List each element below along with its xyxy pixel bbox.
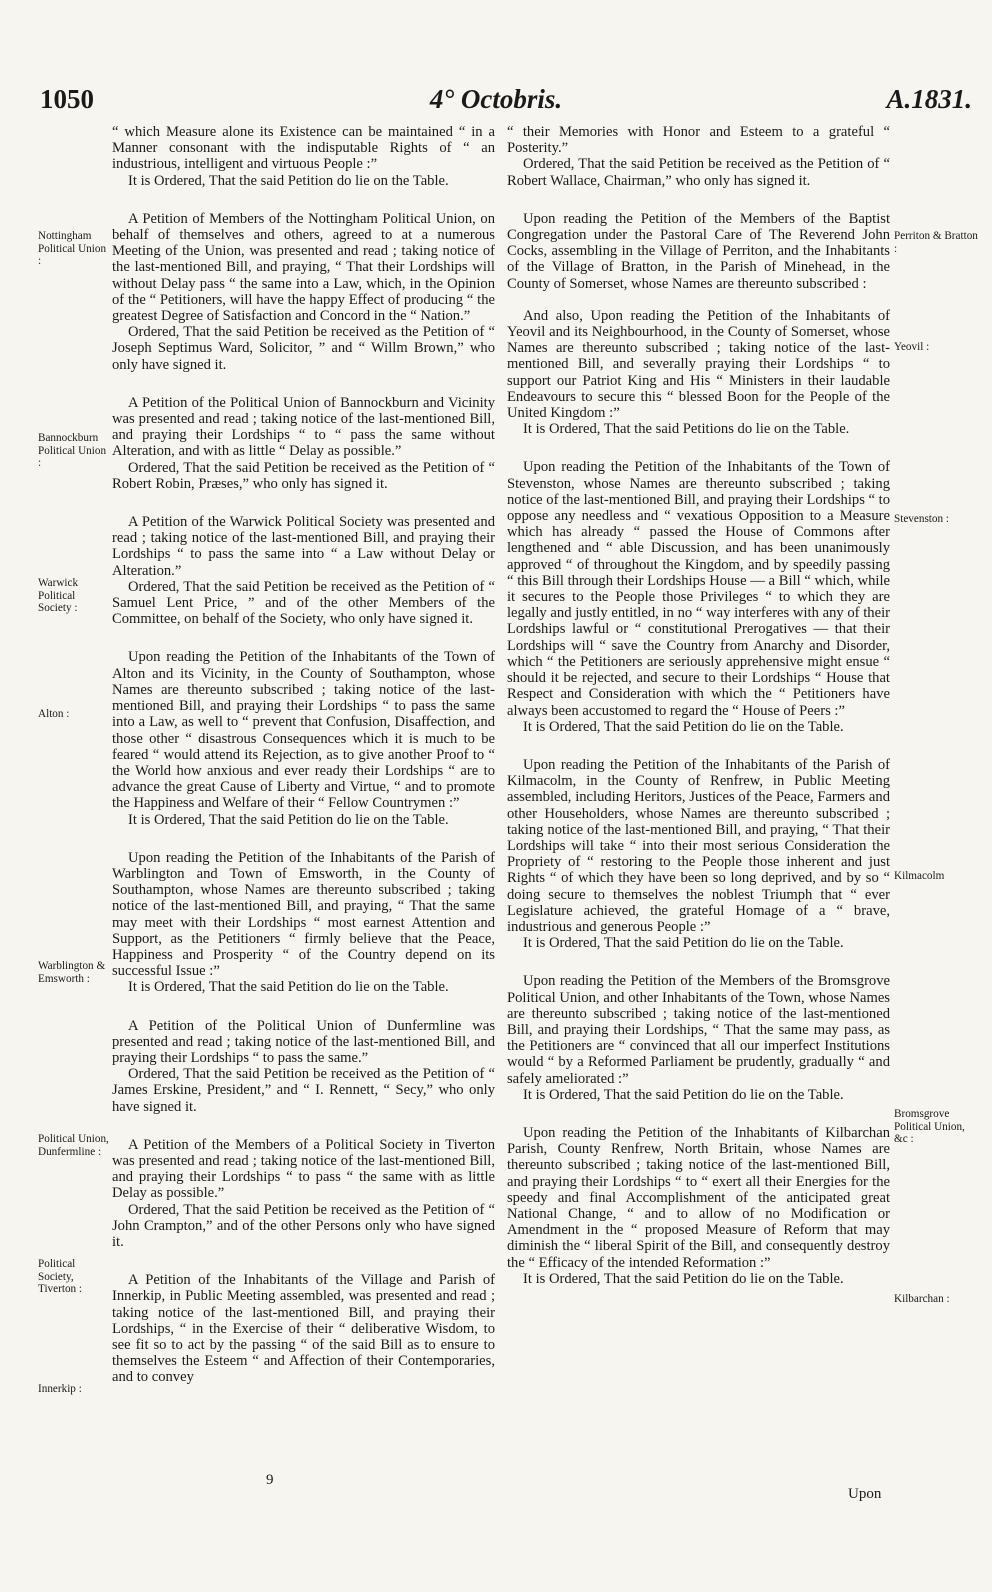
entry-order: It is Ordered, That the said Petition do lie on the Table. [128, 811, 449, 828]
entry-text: A Petition of the Political Union of Dunfermline was presented and read ; taking notice of the last-mentioned Bill, and praying their Lordships “ to pass the same.” [112, 1017, 495, 1066]
margin-note-warwick: Warwick Political Society : [38, 577, 79, 614]
margin-note-kilbarchan: Kilbarchan : [894, 1293, 950, 1305]
entry-order: Ordered, That the said Petition be received as the Petition of “ Robert Robin, Præses,” who only has signed it. [112, 459, 495, 492]
margin-note-alton: Alton : [38, 708, 70, 720]
entry-order: It is Ordered, That the said Petition do lie on the Table. [523, 1086, 844, 1103]
entry-order: It is Ordered, That the said Petition do lie on the Table. [523, 718, 844, 735]
margin-note-perriton: Perriton & Bratton : [894, 230, 978, 255]
entry-text: A Petition of the Warwick Political Society was presented and read ; taking notice of the last-mentioned Bill, and praying their Lordships “ to pass the same into “ a Law without Delay or Alteration.” [112, 514, 495, 579]
entry-order: It is Ordered, That the said Petition do lie on the Table. [128, 979, 449, 996]
entry-order: Ordered, That the said Petition be received as the Petition of “ James Erskine, President,” and “ I. Rennett, “ Secy,” who only have signed it. [112, 1066, 495, 1115]
entry-nottingham [112, 211, 495, 373]
entry-innerkip [112, 1272, 495, 1385]
entry-text: A Petition of Members of the Nottingham Political Union, on behalf of themselves and others, agreed to at a numerous Meeting of the Union, was presented and read ; taking notice of the last-mentioned Bill, and praying, “ That their Lordships will without Delay pass “ the same into a Law, which, in the Opinion of the “ Petitioners, will have the happy Effect of producing “ the greatest Degree of Satisfaction and Concord in the “ Nation.” [112, 210, 495, 325]
entry-stevenston [507, 459, 890, 734]
catchword: Upon [848, 1486, 882, 1502]
entry-bromsgrove [507, 973, 890, 1103]
entry-text: Upon reading the Petition of the Inhabitants of the Town of Alton and its Vicinity, in the County of Southampton, whose Names are thereunto subscribed ; taking notice of the last-mentioned Bill, and praying their Lordships “ to pass the same into a Law, as well to “ prevent that Confusion, Disaffection, and those other “ disastrous Consequences which it is much to be feared “ would attend its Rejection, as to give another Proof to “ the World how anxious and ever ready their Lordships “ are to advance the great Cause of Liberty and Virtue, “ and to promote the Happiness and Welfare of their “ Fellow Countrymen :” [112, 649, 495, 812]
page-number: 1050 [40, 84, 94, 114]
entry-order: Ordered, That the said Petition be received as the Petition of “ Samuel Lent Price, ” and of the other Members of the Committee, on behalf of the Society, who only have signed it. [112, 578, 495, 628]
entry-kilbarchan [507, 1125, 890, 1287]
entry-text: And also, Upon reading the Petition of the Inhabitants of Yeovil and its Neighbourhood, in the County of Somerset, whose Names are thereunto subscribed ; taking notice of the last-mentioned Bill, and severally praying their Lordships “ to support our Patriot King and His “ Ministers in their laudable Endeavours to secure this “ blessed Boon for the People of the United Kingdom :” [507, 307, 890, 422]
entry-order: Ordered, That the said Petition be received as the Petition of “ Joseph Septimus Ward, Solicitor, ” and “ Willm Brown,” who only have signed it. [112, 324, 495, 373]
entry-text: Upon reading the Petition of the Inhabitants of the Town of Stevenston, whose Names are thereunto subscribed ; taking notice of the last-mentioned Bill, and praying their Lordships “ to oppose any needless and “ vexatious Opposition to a Measure which has already “ passed the House of Commons after lengthened and “ able Discussion, and has been unanimously approved “ of throughout the Kingdom, and by speedily passing “ this Bill through their Lordships House — a Bill “ which, while it secures to the People those Privileges “ to which they are legally and justly entitled, in no “ way interferes with any of their Lordships lawful or “ constitutional Prerogatives — that their Lordships will “ save the Country from Anarchy and Disorder, which “ the Petitioners are seriously apprehensive might ensue “ should it be rejected, and secure to their Lordships “ House that Respect and Consideration with which the “ Petitioners have always been accustomed to regard the “ House of Peers :” [507, 459, 891, 719]
margin-note-kilmacolm: Kilmacolm [894, 870, 945, 882]
entry-text: Upon reading the Petition of the Members of the Baptist Congregation under the Pastoral Care of The Reverend John Cocks, assembling in the Village of Perriton, and the Inhabitants of the Village of Bratton, in the Parish of Minehead, in the County of Somerset, whose Names are thereunto subscribed : [507, 210, 890, 292]
entry-bannockburn [112, 395, 495, 492]
entry-text: A Petition of the Political Union of Bannockburn and Vicinity was presented and read ; taking notice of the last-mentioned Bill, and praying their Lordships “ to “ pass the same without Alteration, and with as little “ Delay as possible.” [112, 394, 495, 460]
entry-text: “ which Measure alone its Existence can be maintained “ in a Manner consonant with the indisputable Rights of “ an industrious, intelligent and virtuous People :” [112, 124, 495, 173]
entry-order: Ordered, That the said Petition be received as the Petition of “ John Crampton,” and of the other Persons only who have signed it. [112, 1201, 495, 1250]
entry-order: It is Ordered, That the said Petition do lie on the Table. [128, 172, 449, 189]
entry-text: A Petition of the Members of a Political Society in Tiverton was presented and read ; taking notice of the last-mentioned Bill, and praying their Lordships “ to pass “ the same with as little Delay as possible.” [112, 1136, 495, 1202]
entry-order: It is Ordered, That the said Petition do lie on the Table. [523, 935, 844, 952]
margin-note-tiverton: Political Society, Tiverton : [38, 1258, 83, 1295]
margin-note-innerkip: Innerkip : [38, 1383, 82, 1395]
signature-mark: 9 [266, 1472, 274, 1488]
margin-note-yeovil: Yeovil : [894, 341, 930, 353]
page-header [0, 84, 992, 124]
entry-text: “ their Memories with Honor and Esteem to a grateful “ Posterity.” [507, 124, 890, 157]
entry-text: Upon reading the Petition of the Inhabitants of the Parish of Warblington and Town of Emsworth, in the County of Southampton, whose Names are thereunto subscribed ; taking notice of the last-mentioned Bill, and praying, “ That the same may meet with their Lordships “ most earnest Attention and Support, as the Petitioners “ firmly believe that the Peace, Happiness and Prosperity “ of the Country depend on its successful Issue :” [112, 849, 495, 980]
entry-tiverton [112, 1137, 495, 1250]
entry-continued [112, 124, 495, 189]
page-date: 4° Octobris. [429, 84, 563, 114]
entry-text: Upon reading the Petition of the Inhabitants of Kilbarchan Parish, County Renfrew, North Britain, whose Names are thereunto subscribed ; taking notice of the last-mentioned Bill, and praying their Lordships “ to “ exert all their Energies for the speedy and final Accomplishment of the anticipated great National Change, “ and to allow of no Modification or Amendment in the “ proposed Measure of Reform that may diminish the “ liberal Spirit of the Bill, and consequently destroy the “ Efficacy of the intended Reformation :” [507, 1124, 890, 1271]
entry-text: A Petition of the Inhabitants of the Village and Parish of Innerkip, in Public Meeting assembled, was presented and read ; taking notice of the last-mentioned Bill, and praying their Lordships, “ in the Exercise of their “ deliberative Wisdom, to see fit so to act by the passing “ of the said Bill as to ensure to themselves the Esteem “ and Affection of their Contemporaries, and to convey [112, 1272, 495, 1386]
entry-text: Upon reading the Petition of the Members of the Bromsgrove Political Union, and other Inhabitants of the Town, whose Names are thereunto subscribed ; taking notice of the last-mentioned Bill, and praying their Lordships, “ That the same may pass, as the Petitioners are “ convinced that all our imperfect Institutions would “ by a Reformed Parliament be prudently, gradually “ and safely ameliorated :” [507, 973, 890, 1087]
entry-order: Ordered, That the said Petition be received as the Petition of “ Robert Wallace, Chairman,” who only has signed it. [507, 156, 890, 189]
entry-order: It is Ordered, That the said Petition do lie on the Table. [523, 1270, 844, 1287]
margin-note-stevenston: Stevenston : [894, 513, 950, 525]
entry-dunfermline [112, 1018, 495, 1115]
margin-note-bannockburn: Bannockburn Political Union : [38, 432, 107, 469]
entry-kilmacolm [507, 757, 890, 951]
entry-continued [507, 124, 890, 189]
right-column [507, 124, 890, 1287]
entry-alton [112, 649, 495, 827]
entry-yeovil [507, 308, 890, 438]
entry-perriton [507, 211, 890, 292]
entry-warblington [112, 850, 495, 996]
margin-note-warblington: Warblington & Emsworth : [38, 960, 106, 985]
margin-note-bromsgrove: Bromsgrove Political Union, &c : [894, 1108, 965, 1145]
entry-order: It is Ordered, That the said Petitions do lie on the Table. [523, 421, 850, 438]
entry-warwick [112, 514, 495, 627]
margin-note-dunfermline: Political Union, Dunfermline : [38, 1133, 109, 1158]
entry-text: Upon reading the Petition of the Inhabitants of the Parish of Kilmacolm, in the County of Renfrew, in Public Meeting assembled, including Heritors, Justices of the Peace, Farmers and other Householders, whose Names are thereunto subscribed ; taking notice of the last-mentioned Bill, and praying, “ That their Lordships will take “ into their most serious Consideration the Propriety of “ restoring to the People those inherent and just Rights “ of which they have been so long deprived, and by so “ doing secure to themselves the noblest Triumph that “ ever Legislature achieved, the grateful Homage of a “ brave, industrious and generous People :” [507, 756, 890, 935]
page-year: A.1831. [886, 84, 972, 114]
left-column [112, 124, 495, 1386]
margin-note-nottingham: Nottingham Political Union : [38, 230, 107, 267]
